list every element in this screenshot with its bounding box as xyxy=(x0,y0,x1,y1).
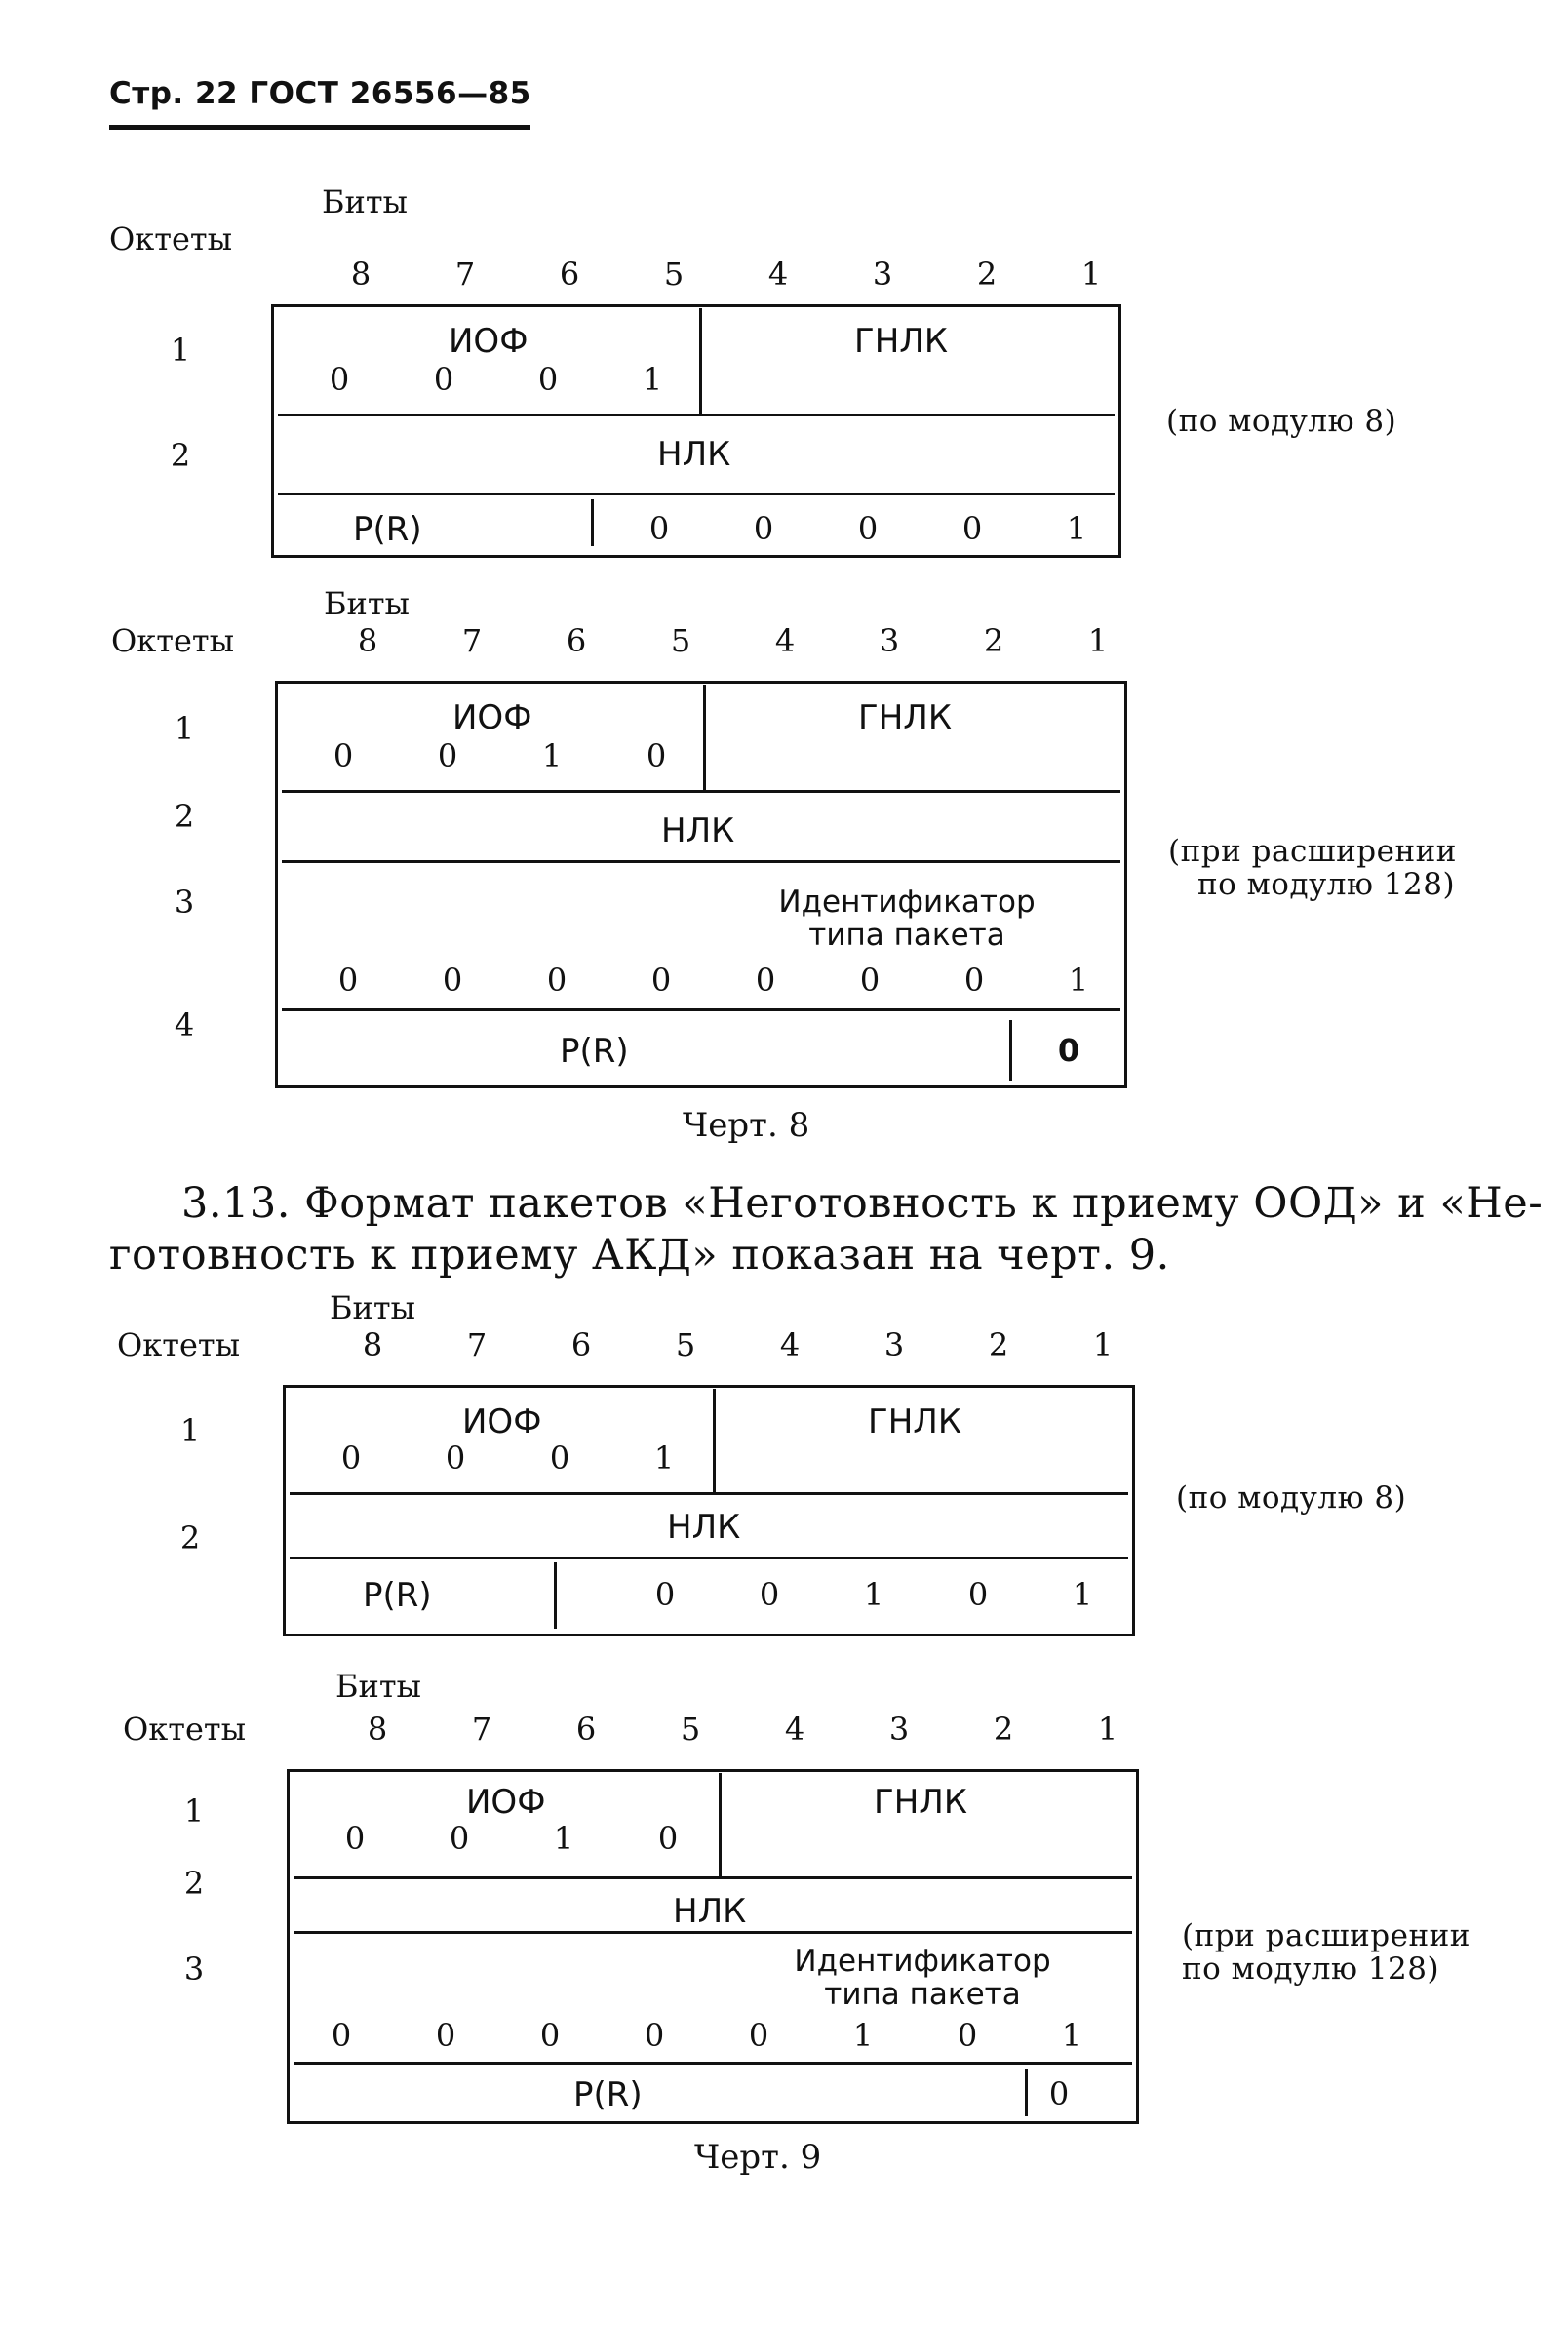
type-bit: 0 xyxy=(748,2017,769,2054)
packet-type-label: типа пакета xyxy=(808,918,1005,953)
type-bit: 0 xyxy=(857,510,879,547)
octet-number: 2 xyxy=(179,1519,201,1557)
type-bit: 0 xyxy=(963,962,985,999)
type-bit: 1 xyxy=(1066,510,1087,547)
bit-number: 1 xyxy=(1087,622,1109,659)
row-divider xyxy=(294,1876,1132,1879)
paragraph-line: готовность к приему АКД» показан на черт. 9. xyxy=(109,1231,1170,1280)
modulo-note-line: по модулю 128) xyxy=(1182,1951,1440,1987)
row-divider xyxy=(290,1557,1128,1559)
iof-bit: 0 xyxy=(433,361,454,398)
octet-number: 3 xyxy=(183,1951,205,1988)
iof-bit: 0 xyxy=(549,1439,570,1477)
type-bit: 0 xyxy=(957,2017,978,2054)
iof-bit: 0 xyxy=(344,1820,366,1857)
bit-number: 1 xyxy=(1097,1711,1118,1748)
row-divider xyxy=(294,1931,1132,1934)
modulo-note-line: (при расширении xyxy=(1168,834,1457,869)
field-divider xyxy=(713,1389,716,1492)
modulo-note: (по модулю 8) xyxy=(1166,404,1397,439)
bits-label: Биты xyxy=(322,183,409,220)
bit-number: 5 xyxy=(670,622,691,659)
frame-right xyxy=(1124,681,1127,1088)
pr-field: P(R) xyxy=(353,510,422,549)
octet-number: 2 xyxy=(170,437,191,474)
modulo-note: (по модулю 8) xyxy=(1176,1480,1407,1516)
bit-number: 2 xyxy=(988,1326,1009,1363)
iof-bit: 0 xyxy=(449,1820,470,1857)
pr-field: P(R) xyxy=(573,2075,643,2114)
type-bit: 1 xyxy=(1068,962,1089,999)
bit-number: 4 xyxy=(784,1711,805,1748)
bit-number: 3 xyxy=(888,1711,910,1748)
frame-left xyxy=(271,304,274,558)
octet-number: 1 xyxy=(183,1793,205,1830)
modulo-note-line: (при расширении xyxy=(1182,1918,1470,1953)
iof-bit: 0 xyxy=(340,1439,362,1477)
octet-number: 1 xyxy=(179,1412,201,1449)
gnlk-field: ГНЛК xyxy=(874,1783,968,1822)
figure-caption: Черт. 9 xyxy=(694,2138,822,2177)
frame-bottom xyxy=(275,1085,1127,1088)
page-header xyxy=(109,76,531,111)
field-divider xyxy=(1025,2069,1028,2116)
type-bit: 0 xyxy=(644,2017,665,2054)
field-divider xyxy=(719,1773,722,1876)
iof-field: ИОФ xyxy=(466,1783,546,1822)
standard-code: ГОСТ 26556—85 xyxy=(249,76,531,111)
frame-top xyxy=(287,1769,1139,1772)
row-divider xyxy=(290,1492,1128,1495)
modulo-note-line: по модулю 128) xyxy=(1197,867,1456,902)
bit-number: 8 xyxy=(350,256,372,293)
bit-number: 1 xyxy=(1080,256,1102,293)
frame-left xyxy=(287,1769,290,2124)
gnlk-field: ГНЛК xyxy=(858,698,953,737)
row-divider xyxy=(282,860,1120,863)
bit-number: 6 xyxy=(566,622,587,659)
bit-number: 6 xyxy=(575,1711,597,1748)
iof-bit: 0 xyxy=(333,737,354,774)
bits-label: Биты xyxy=(335,1668,422,1705)
type-bit: 0 xyxy=(967,1576,989,1613)
frame-right xyxy=(1118,304,1121,558)
pr-field: P(R) xyxy=(363,1576,432,1615)
octets-label: Октеты xyxy=(111,622,235,659)
bit-number: 4 xyxy=(779,1326,801,1363)
type-bit: 0 xyxy=(648,510,670,547)
last-bit: 0 xyxy=(1048,2075,1070,2112)
octet-number: 2 xyxy=(174,798,195,835)
gnlk-field: ГНЛК xyxy=(868,1402,962,1441)
bit-number: 5 xyxy=(680,1711,701,1748)
type-bit: 0 xyxy=(435,2017,456,2054)
row-divider xyxy=(294,2062,1132,2065)
type-bit: 1 xyxy=(1072,1576,1093,1613)
frame-bottom xyxy=(287,2121,1139,2124)
frame-right xyxy=(1132,1385,1135,1636)
octets-label: Октеты xyxy=(117,1326,241,1363)
section-paragraph xyxy=(109,1178,1544,1281)
octet-number: 3 xyxy=(174,884,195,921)
iof-bit: 0 xyxy=(445,1439,466,1477)
bit-number: 2 xyxy=(983,622,1004,659)
type-bit: 0 xyxy=(859,962,881,999)
type-bit: 0 xyxy=(331,2017,352,2054)
bit-number: 7 xyxy=(471,1711,492,1748)
frame-top xyxy=(271,304,1121,307)
packet-type-field xyxy=(794,1945,1051,2011)
iof-bit: 0 xyxy=(537,361,559,398)
octets-label: Октеты xyxy=(123,1711,247,1748)
type-bit: 0 xyxy=(753,510,774,547)
type-bit: 0 xyxy=(539,2017,561,2054)
field-divider xyxy=(1009,1020,1012,1081)
bits-label: Биты xyxy=(324,585,411,622)
iof-field: ИОФ xyxy=(452,698,532,737)
frame-left xyxy=(283,1385,286,1636)
bit-number: 2 xyxy=(976,256,998,293)
type-bit: 1 xyxy=(1061,2017,1082,2054)
octet-number: 1 xyxy=(170,332,191,369)
bit-number: 6 xyxy=(570,1326,592,1363)
iof-bit: 1 xyxy=(653,1439,675,1477)
type-bit: 0 xyxy=(759,1576,780,1613)
bit-number: 4 xyxy=(767,256,789,293)
row-divider xyxy=(282,1008,1120,1011)
frame-top xyxy=(275,681,1127,684)
packet-type-label: Идентификатор xyxy=(778,885,1036,920)
figure-caption: Черт. 8 xyxy=(683,1106,810,1145)
bit-number: 7 xyxy=(461,622,483,659)
gnlk-field: ГНЛК xyxy=(854,322,949,361)
type-bit: 1 xyxy=(863,1576,884,1613)
type-bit: 1 xyxy=(852,2017,874,2054)
bit-number: 8 xyxy=(367,1711,388,1748)
iof-bit: 1 xyxy=(642,361,663,398)
bit-number: 5 xyxy=(675,1326,696,1363)
packet-type-field xyxy=(778,886,1036,952)
bit-number: 3 xyxy=(879,622,900,659)
pr-field: P(R) xyxy=(560,1032,629,1071)
octets-label: Октеты xyxy=(109,220,233,257)
frame-top xyxy=(283,1385,1135,1388)
iof-field: ИОФ xyxy=(449,322,529,361)
octet-number: 2 xyxy=(183,1865,205,1902)
iof-bit: 1 xyxy=(553,1820,574,1857)
frame-left xyxy=(275,681,278,1088)
iof-bit: 0 xyxy=(329,361,350,398)
type-bit: 0 xyxy=(442,962,463,999)
field-divider xyxy=(699,308,702,414)
field-divider xyxy=(554,1562,557,1629)
frame-bottom xyxy=(283,1634,1135,1636)
bit-number: 6 xyxy=(559,256,580,293)
octet-number: 1 xyxy=(174,710,195,747)
iof-bit: 0 xyxy=(646,737,667,774)
type-bit: 0 xyxy=(337,962,359,999)
field-divider xyxy=(703,685,706,790)
type-bit: 0 xyxy=(650,962,672,999)
bit-number: 8 xyxy=(357,622,378,659)
page-number: Стр. 22 xyxy=(109,76,239,111)
bit-number: 2 xyxy=(993,1711,1014,1748)
type-bit: 0 xyxy=(961,510,983,547)
bit-number: 3 xyxy=(883,1326,905,1363)
frame-bottom xyxy=(271,555,1121,558)
bit-number: 1 xyxy=(1092,1326,1114,1363)
nlk-field: НЛК xyxy=(661,811,735,850)
bit-number: 8 xyxy=(362,1326,383,1363)
nlk-field: НЛК xyxy=(667,1508,741,1547)
iof-bit: 0 xyxy=(657,1820,679,1857)
packet-type-label: типа пакета xyxy=(824,1977,1021,2012)
bit-number: 7 xyxy=(454,256,476,293)
bit-number: 5 xyxy=(663,256,685,293)
last-bit: 0 xyxy=(1057,1032,1080,1069)
nlk-field: НЛК xyxy=(673,1892,747,1931)
octet-number: 4 xyxy=(174,1006,195,1044)
field-divider xyxy=(591,499,594,546)
bit-number: 4 xyxy=(774,622,796,659)
paragraph-line: 3.13. Формат пакетов «Неготовность к приему ООД» и «Не- xyxy=(181,1179,1544,1228)
type-bit: 0 xyxy=(755,962,776,999)
nlk-field: НЛК xyxy=(657,435,731,474)
modulo-note xyxy=(1182,1919,1470,1986)
packet-type-label: Идентификатор xyxy=(794,1944,1051,1979)
type-bit: 0 xyxy=(546,962,568,999)
iof-field: ИОФ xyxy=(462,1402,542,1441)
iof-bit: 0 xyxy=(437,737,458,774)
type-bit: 0 xyxy=(654,1576,676,1613)
row-divider xyxy=(282,790,1120,793)
bit-number: 7 xyxy=(466,1326,488,1363)
iof-bit: 1 xyxy=(541,737,563,774)
row-divider xyxy=(278,414,1115,416)
bit-number: 3 xyxy=(872,256,893,293)
row-divider xyxy=(278,493,1115,495)
bits-label: Биты xyxy=(330,1289,416,1326)
frame-right xyxy=(1136,1769,1139,2124)
header-rule xyxy=(109,125,530,130)
modulo-note xyxy=(1168,835,1457,901)
